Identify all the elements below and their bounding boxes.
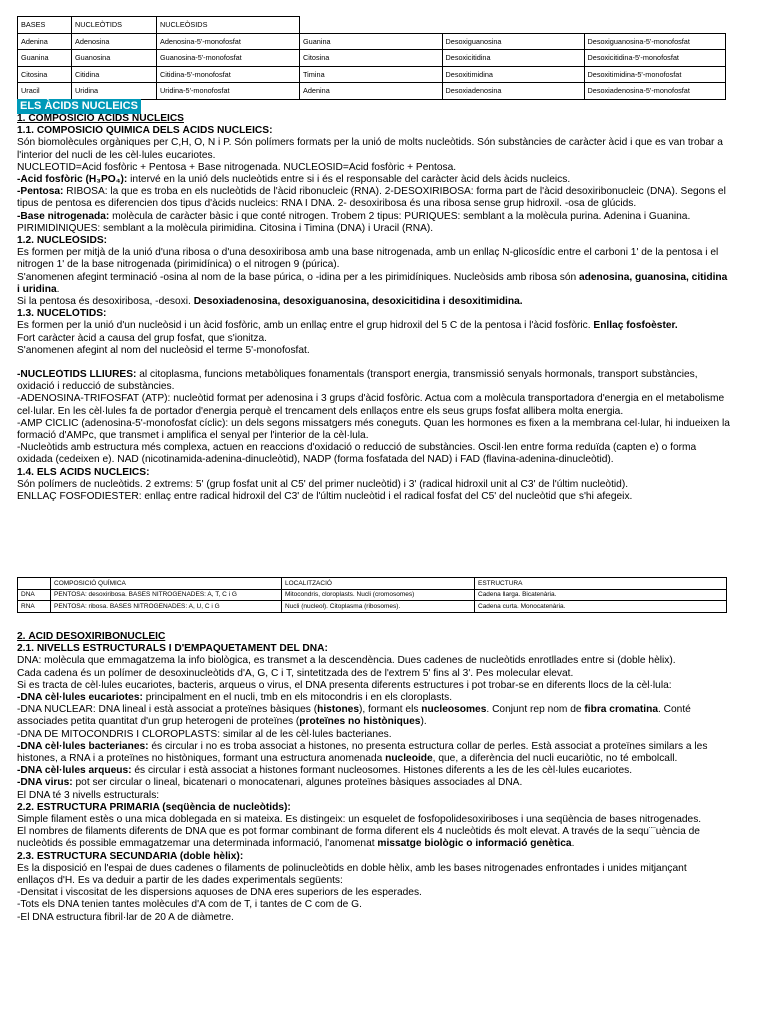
paragraph-line (17, 753, 754, 765)
bold-term: -NUCLEÒTIDS LLIURES: (17, 369, 137, 381)
table-cell: Desoxitimidina (442, 66, 584, 83)
line-text: . Conjunt rep nom de (486, 704, 585, 716)
line-text: . (56, 283, 60, 295)
paragraph-line: ENLLAÇ FOSFODIÈSTER: enllaç entre radical hidroxil del C3' de l'últim nucleòtid i el radical fosfat del C5' del nucleòtid que s'hi afegeix. (17, 491, 633, 503)
table-cell: Adenosina (72, 33, 157, 50)
paragraph-line: oxidada (cedeixen e). NAD (nicotinamida-adenina-dinucleòtid), NADP (forma fosfatada del NAD) i FAD (flavina-adenina-dinucleòtid). (17, 454, 614, 466)
table-cell: Uridina (72, 83, 157, 100)
table-cell: Citosina (300, 50, 443, 67)
line-text: , que, a diferència del nucli eucariòtic, no té embolcall. (432, 753, 678, 765)
table-cell: PENTOSA: ribosa. BASES NITROGENADES: A, U, C i G (51, 601, 282, 613)
bold-term: histones (317, 704, 359, 716)
line-text: Si la pentosa és desoxiribosa, -desoxi. (17, 296, 194, 308)
paragraph-line: -Nucleòtids amb estructura més complexa, actuen en reaccions d'oxidació o reducció de substàncies. Oscil·len entre forma reduïda (capten e) o forma (17, 442, 697, 454)
nucleotide-table (17, 16, 726, 100)
heading: 1. COMPOSICIÓ ÀCIDS NUCLEICS (17, 113, 184, 124)
table-header-cell: ESTRUCTURA (475, 578, 727, 590)
paragraph-line: formació d'AMPc, que transmet i amplifica el senyal per l'interior de la cèl·lula. (17, 430, 369, 442)
bold-term: -DNA virus: (17, 777, 73, 789)
line-text: molècula de caràcter bàsic i que conté nitrogen. Trobem 2 tipus: PÚRIQUES: semblant a la molècula purina. Adenina i Guanina. (109, 210, 691, 222)
dna-rna-table (17, 577, 727, 613)
paragraph-line (17, 765, 754, 777)
bold-term: fibra cromatina (584, 704, 658, 716)
paragraph-line: cel·lular. En les cèl·lules fa de portador d'energia perquè el trencament dels enllaços entre els seus grups fosfat allibera molta energia. (17, 405, 624, 417)
paragraph-line: NUCLEÒTID=Àcid fosfòric + Pentosa + Base nitrogenada. NUCLEÒSID=Àcid fosfòric + Pentosa. (17, 161, 457, 173)
paragraph-line: Són biomolècules orgàniques per C,H, O, N i P. Són polímers formats per la unió de molts nucleòtids. Són substàncies de caràcter àcid i que es van trobar a (17, 137, 723, 149)
heading: 1.4. ELS ÀCIDS NUCLEICS: (17, 466, 150, 478)
bold-term: -DNA cèl·lules bacterianes: (17, 740, 149, 752)
paragraph-line (17, 211, 754, 223)
table-row (18, 589, 727, 601)
table-header-cell: BASES (18, 17, 72, 34)
bold-term: adenosina, guanosina, citidina (579, 271, 728, 283)
table-row (18, 83, 726, 100)
section1-text (17, 113, 754, 503)
table-cell: Guanosina-5'-monofosfat (157, 50, 300, 67)
line-text: associades petita quantitat d'un grup heterogeni de proteïnes ( (17, 716, 300, 728)
line-text: pot ser circular o lineal, bicatenari o monocatenari, algunes proteïnes bàsiques associades al DNA. (72, 777, 523, 789)
bold-term: nucleoide (385, 753, 433, 765)
paragraph-line (17, 692, 754, 704)
line-text: nucleòtids és possible emmagatzemar una determinada informació, l'anomenat (17, 838, 378, 850)
table-header-cell: LOCALITZACIÓ (282, 578, 475, 590)
heading: 2.3. ESTRUCTURA SECUNDÀRIA (doble hèlix): (17, 850, 244, 862)
paragraph-line (17, 296, 754, 308)
table-cell: Cadena llarga. Bicatenària. (475, 589, 727, 601)
paragraph-line (17, 272, 754, 284)
line-text: és circular i està associat a histones formant nucleosomes. Histones diferents a les de les cèl·lules eucariotes. (131, 765, 633, 777)
table-cell: Timina (300, 66, 443, 83)
heading: 2. ÀCID DESOXIRIBONUCLEIC (17, 631, 166, 642)
table-row (18, 33, 726, 50)
table-blank-cell (300, 17, 443, 34)
paragraph-line (17, 704, 754, 716)
table-cell: Uracil (18, 83, 72, 100)
bold-term: -Base nitrogenada: (17, 210, 110, 222)
line-text: és circular i no es troba associat a histones, no presenta estructura collar de perles. Està associat a proteïnes similars a les (148, 740, 708, 752)
table-row (18, 50, 726, 67)
line-text: al citoplasma, funcions metabòliques fonamentals (transport energia, transmissió senyals hormonals, transport substàncies, (136, 369, 698, 381)
table-cell: Desoxiguanosina-5'-monofosfat (584, 33, 726, 50)
bold-term: i uridina (17, 283, 57, 295)
line-text: ), formant els (359, 704, 422, 716)
paragraph-line: DNA: molècula que emmagatzema la info biològica, es transmet a la descendència. Dues cadenes de nucleòtids enrotllades entre si (doble hèlix). (17, 655, 676, 667)
table-cell: Citidina-5'-monofosfat (157, 66, 300, 83)
bold-term: -DNA cèl·lules eucariotes: (17, 692, 143, 704)
line-text: . Conté (658, 704, 691, 716)
table-cell: Desoxicitidina-5'-monofosfat (584, 50, 726, 67)
paragraph-line: -El DNA estructura fibril·lar de 20 A de diàmetre. (17, 911, 234, 923)
bold-term: nucleosomes (421, 704, 487, 716)
table-cell: Desoxiadenosina-5'-monofosfat (584, 83, 726, 100)
paragraph-line: El nombres de filaments diferents de DNA que es pot formar combinant de forma diferent els 4 nucleòtids és molt elevat. A través de la sequ¨¨uència de (17, 826, 700, 838)
paragraph-line: El DNA té 3 nivells estructurals: (17, 789, 160, 801)
blank-line (17, 357, 754, 369)
table-header-row (18, 578, 727, 590)
paragraph-line: nitrogen 1' de la base nitrogenada (pirimidínica) o el nitrogen 9 (púrica). (17, 259, 340, 271)
paragraph-line (17, 777, 754, 789)
table-cell: DNA (18, 589, 51, 601)
table-cell: Uridina-5'-monofosfat (157, 83, 300, 100)
table-cell: Citidina (72, 66, 157, 83)
bold-term: Enllaç fosfoèster. (593, 320, 678, 332)
paragraph-line: oxidació i reducció de substàncies. (17, 381, 175, 393)
table-cell: Nucli (nucleol). Citoplasma (ribosomes). (282, 601, 475, 613)
table-cell: Desoxitimidina-5'-monofosfat (584, 66, 726, 83)
bold-term: proteïnes no històniques (299, 716, 421, 728)
paragraph-line: Són polímers de nucleòtids. 2 extrems: 5' (grup fosfat unit al C5' del primer nucleòtid) i 3' (radical hidroxil unit al C3' de l'últim nucleòtid). (17, 478, 629, 490)
paragraph-line (17, 284, 754, 296)
table-header-cell: COMPOSICIÓ QUÍMICA (51, 578, 282, 590)
table-cell: Cadena curta. Monocatenària. (475, 601, 727, 613)
paragraph-line (17, 320, 754, 332)
line-text: Es formen per la unió d'un nucleòsid i un àcid fosfòric, amb un enllaç entre el grup hidroxil del 5 C de la pentosa i l'àcid fosfòric. (17, 320, 594, 332)
paragraph-line (17, 741, 754, 753)
paragraph-line (17, 369, 754, 381)
table-blank-cell (584, 17, 726, 34)
paragraph-line: tipus de pentosa es diferencien dos tipus d'àcids nucleics: RNA I DNA. 2- desoxiribosa és una ribosa sense grup hidroxil. -osa de glúcids. (17, 198, 637, 210)
line-text: RIBOSA: la que es troba en els nucleòtids de l'àcid ribonucleic (RNA). 2-DESOXIRIBOSA: forma part de l'àcid desoxiribonucleic (DNA). Segons el (63, 186, 726, 198)
paragraph-line: -AMP CÍCLIC (adenosina-5'-monofosfat cíclic): un dels segons missatgers més coneguts. Quan les hormones es fixen a la membrana cel·lular, hi indueixen la (17, 417, 730, 429)
table-row (18, 601, 727, 613)
heading: 2.2. ESTRUCTURA PRIMÀRIA (seqüència de nucleòtids): (17, 801, 291, 813)
table-cell: Guanina (300, 33, 443, 50)
heading: 1.1. COMPOSICIÓ QUÍMICA DELS ÀCIDS NUCLEICS: (17, 125, 273, 137)
table-blank-cell (442, 17, 584, 34)
paragraph-line (17, 174, 754, 186)
line-text: principalment en el nucli, tmb en els mitocondris i en els cloroplasts. (142, 692, 453, 704)
paragraph-line: Es formen per mitjà de la unió d'una ribosa o d'una desoxiribosa amb una base nitrogenada, amb un enllaç N-glicosídic entre el carboni 1' de la pentosa i el (17, 247, 719, 259)
bold-term: -Àcid fosfòric (H₃PO₄): (17, 174, 128, 186)
table-cell: Desoxiguanosina (442, 33, 584, 50)
table-cell: Mitocondris, cloroplasts. Nucli (cromosomes) (282, 589, 475, 601)
paragraph-line: -ADENOSINA-TRIFOSFAT (ATP): nucleòtid format per adenosina i 3 grups d'àcid fosfòric. Actua com a molècula transportadora d'energia en el metabolisme (17, 393, 725, 405)
table-header-cell: NUCLEÒSIDS (157, 17, 300, 34)
paragraph-line: enllaços d'H. Es va deduir a partir de les dades experimentals següents: (17, 875, 343, 887)
table-cell: RNA (18, 601, 51, 613)
line-text: S'anomenen afegint terminació -osina al nom de la base púrica, o -idina per a les pirimidíniques. Nucleòsids amb ribosa són (17, 271, 579, 283)
paragraph-line: Fort caràcter àcid a causa del grup fosfat, que s'ionitza. (17, 332, 267, 344)
line-text: histones, a RNA i a proteïnes no històniques, formant una estructura anomenada (17, 753, 386, 765)
line-text: . (571, 838, 575, 850)
line-text: -DNA NUCLEAR: DNA lineal i està associat a proteïnes bàsiques ( (17, 704, 318, 716)
paragraph-line: Si es tracta de cèl·lules eucariotes, bacteris, arqueus o virus, el DNA presenta diferents estructures i pot trobar-se en diferents llocs de la cèl·lula: (17, 679, 672, 691)
paragraph-line: Cada cadena és un polímer de desoxinucleòtids d'A, G, C i T, sintetitzada des de l'extrem 5' fins al 3'. Pes molecular elevat. (17, 667, 574, 679)
paragraph-line (17, 716, 754, 728)
paragraph-line: -Tots els DNA tenien tantes molècules d'A com de T, i tantes de C com de G. (17, 899, 362, 911)
bold-term: Desoxiadenosina, desoxiguanosina, desoxicitidina i desoxitimidina. (193, 296, 523, 308)
paragraph-line: -DNA DE MITOCONDRIS I CLOROPLASTS: similar al de les cèl·lules bacterianes. (17, 728, 392, 740)
table-cell: Guanina (18, 50, 72, 67)
bold-term: -DNA cèl·lules arqueus: (17, 765, 132, 777)
table-row (18, 66, 726, 83)
table-cell: Desoxicitidina (442, 50, 584, 67)
paragraph-line: S'anomenen afegint al nom del nucleòsid el terme 5'-monofosfat. (17, 344, 310, 356)
paragraph-line: PIRIMIDÍNIQUES: semblant a la molècula pirimidina. Citosina i Timina (DNA) i Uracil (RNA). (17, 222, 434, 234)
line-text: ). (420, 716, 427, 728)
paragraph-line (17, 838, 754, 850)
table-cell: Adenina (18, 33, 72, 50)
paragraph-line: -Densitat i viscositat de les dispersions aquoses de DNA eres superiors de les esperades. (17, 887, 422, 899)
heading: 2.1. NIVELLS ESTRUCTURALS I D'EMPAQUETAMENT DEL DNA: (17, 643, 328, 655)
bold-term: missatge biològic o informació genètica (377, 838, 572, 850)
heading: 1.3. NUCELÒTIDS: (17, 308, 107, 320)
paragraph-line: l'interior del nucli de les cèl·lules eucariotes. (17, 149, 216, 161)
table-cell: Adenosina-5'-monofosfat (157, 33, 300, 50)
table-header-row (18, 17, 726, 34)
line-text: intervé en la unió dels nucleòtids entre si i és el responsable del caràcter àcid dels àcids nucleics. (127, 174, 571, 186)
section-banner: ELS ÀCIDS NUCLEICS (17, 99, 141, 114)
paragraph-line: Simple filament estès o una mica doblegada en si mateixa. Es distingeix: un esquelet de fosfopolidesoxiriboses i una seqüència de bases nitrogenades. (17, 814, 702, 826)
table-cell: Desoxiadenosina (442, 83, 584, 100)
paragraph-line: És la disposició en l'espai de dues cadenes o filaments de polinucleòtids en doble hèlix, amb les bases nitrogenades enfrontades i unides mitjançant (17, 862, 687, 874)
heading: 1.2. NUCLEÒSIDS: (17, 235, 108, 247)
table-header-cell (18, 578, 51, 590)
section2-text (17, 631, 754, 924)
table-header-cell: NUCLEÒTIDS (72, 17, 157, 34)
table-cell: Guanosina (72, 50, 157, 67)
table-cell: PENTOSA: desoxiribosa. BASES NITROGENADES: A, T, C i G (51, 589, 282, 601)
table-cell: Adenina (300, 83, 443, 100)
table-cell: Citosina (18, 66, 72, 83)
paragraph-line (17, 186, 754, 198)
bold-term: -Pentosa: (17, 186, 64, 198)
